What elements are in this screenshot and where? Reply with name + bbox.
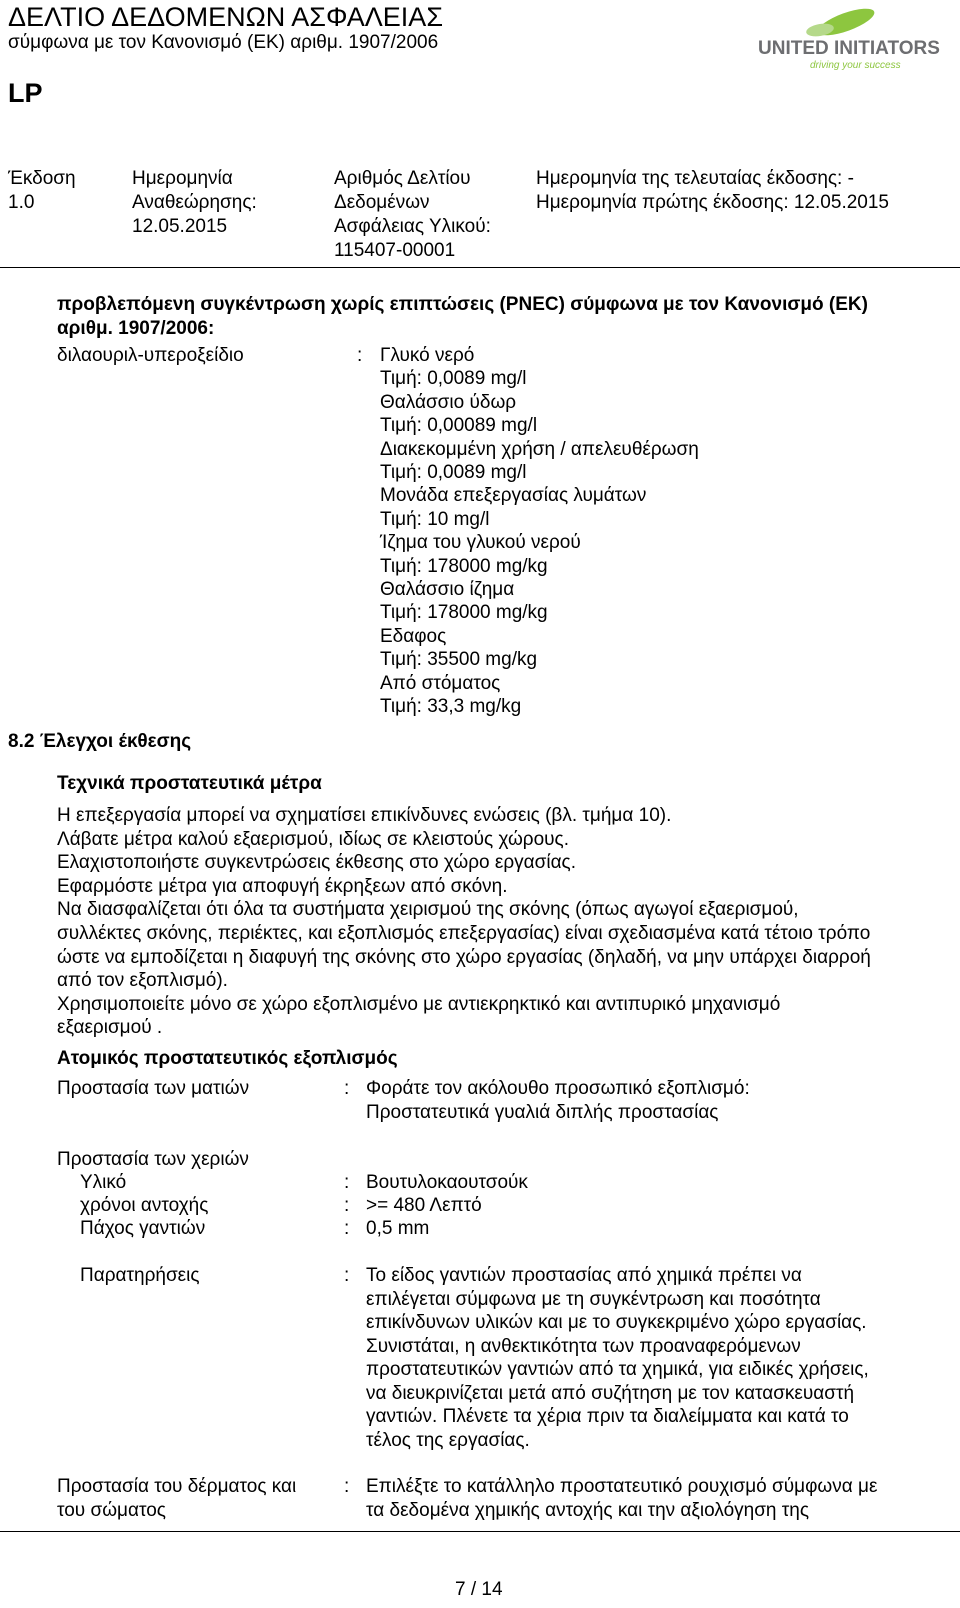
pnec-heading bbox=[57, 293, 868, 341]
united-initiators-logo bbox=[758, 2, 954, 76]
issue-dates-block bbox=[536, 167, 889, 215]
tech-line: ώστε να εμποδίζεται η διαφυγή της σκόνης στο χώρο εργασίας (δηλαδή, να μην υπάρχει διαρροή bbox=[57, 946, 871, 968]
remarks-line: Συνιστάται, η ανθεκτικότητα των προαναφερόμενων bbox=[366, 1335, 801, 1357]
logo-text: UNITED INITIATORS bbox=[758, 38, 940, 59]
eye-protection-label: Προστασία των ματιών bbox=[57, 1078, 250, 1099]
version-label: Έκδοση bbox=[8, 168, 76, 189]
thickness-value: 0,5 mm bbox=[366, 1218, 430, 1239]
pnec-line: Τιμή: 33,3 mg/kg bbox=[380, 696, 522, 718]
remarks-label: Παρατηρήσεις bbox=[80, 1265, 200, 1286]
skin-line: τα δεδομένα χημικής αντοχής και την αξιολόγηση της bbox=[366, 1500, 810, 1521]
pnec-heading-line-1: προβλεπόμενη συγκέντρωση χωρίς επιπτώσεις (PNEC) σύμφωνα με τον Κανονισμό (ΕΚ) bbox=[57, 294, 868, 315]
skin-label-line-1: Προστασία του δέρματος και bbox=[57, 1476, 297, 1497]
tech-line: Η επεξεργασία μπορεί να σχηματίσει επικίνδυνες ενώσεις (βλ. τμήμα 10). bbox=[57, 805, 672, 826]
pnec-line: Θαλάσσιο ίζημα bbox=[380, 579, 515, 601]
thickness-colon: : bbox=[344, 1218, 350, 1239]
skin-protection-colon: : bbox=[344, 1476, 350, 1497]
section-8-2-heading: 8.2 Έλεγχοι έκθεσης bbox=[8, 731, 192, 752]
remarks-value bbox=[366, 1264, 869, 1452]
material-value: Βουτυλοκαουτσούκ bbox=[366, 1172, 528, 1193]
tech-line: εξαερισμού . bbox=[57, 1017, 163, 1039]
tech-line: Ελαχιστοποιήστε συγκεντρώσεις έκθεσης στο χώρο εργασίας. bbox=[57, 852, 576, 874]
footer-divider bbox=[0, 1531, 960, 1532]
tech-line: Χρησιμοποιείτε μόνο σε χώρο εξοπλισμένο με αντιεκρηκτικό και αντιπυρικό μηχανισμό bbox=[57, 993, 781, 1015]
remarks-line: να διευκρινίζεται μετά από συζήτηση με τον κατασκευαστή bbox=[366, 1382, 855, 1404]
pnec-line: Από στόματος bbox=[380, 672, 501, 694]
skin-label-line-2: του σώματος bbox=[57, 1500, 166, 1521]
pnec-line: Τιμή: 35500 mg/kg bbox=[380, 649, 538, 671]
pnec-colon: : bbox=[357, 345, 363, 366]
document-title: ΔΕΛΤΙΟ ΔΕΔΟΜΕΝΩΝ ΑΣΦΑΛΕΙΑΣ bbox=[8, 2, 444, 32]
pnec-line: Τιμή: 0,0089 mg/l bbox=[380, 368, 527, 390]
document-subtitle: σύμφωνα με τον Κανονισμό (ΕΚ) αριθμ. 1907/2006 bbox=[8, 32, 439, 53]
remarks-line: προστατευτικών γαντιών από τα χημικά, για ειδικές χρήσεις, bbox=[366, 1359, 869, 1380]
tech-line: από τον εξοπλισμό). bbox=[57, 970, 228, 992]
sds-label-1: Αριθμός Δελτίου bbox=[334, 168, 471, 189]
thickness-label: Πάχος γαντιών bbox=[80, 1218, 206, 1239]
remarks-line: Το είδος γαντιών προστασίας από χημικά πρέπει να bbox=[366, 1265, 802, 1286]
breakthrough-label: χρόνοι αντοχής bbox=[80, 1195, 209, 1216]
pnec-line: Ίζημα του γλυκού νερού bbox=[380, 532, 581, 554]
logo-mark-icon bbox=[758, 2, 954, 76]
remarks-colon: : bbox=[344, 1265, 350, 1286]
last-issue-date: Ημερομηνία της τελευταίας έκδοσης: - bbox=[536, 168, 854, 189]
pnec-line: Γλυκό νερό bbox=[380, 345, 475, 366]
technical-measures-heading: Τεχνικά προστατευτικά μέτρα bbox=[57, 773, 322, 794]
header-divider bbox=[0, 267, 960, 268]
tech-line: Εφαρμόστε μέτρα για αποφυγή έκρηξεων από σκόνη. bbox=[57, 875, 508, 897]
version-value: 1.0 bbox=[8, 192, 35, 213]
pnec-line: Μονάδα επεξεργασίας λυμάτων bbox=[380, 485, 647, 507]
revision-label-2: Αναθεώρησης: bbox=[132, 192, 257, 213]
sds-number-block bbox=[334, 167, 491, 263]
sds-label-3: Ασφάλειας Υλικού: bbox=[334, 216, 491, 237]
hand-protection-label: Προστασία των χεριών bbox=[57, 1149, 249, 1170]
pnec-line: Τιμή: 178000 mg/kg bbox=[380, 602, 548, 624]
tech-line: συλλέκτες σκόνης, περιέκτες, και εξοπλισμός επεξεργασίας) είναι σχεδιασμένα κατά τέτοιο τρόπο bbox=[57, 922, 871, 944]
pnec-line: Θαλάσσιο ύδωρ bbox=[380, 391, 517, 413]
pnec-substance: διλαουριλ-υπεροξείδιο bbox=[57, 345, 244, 366]
sds-label-2: Δεδομένων bbox=[334, 192, 430, 213]
technical-measures-text bbox=[57, 804, 950, 1040]
skin-protection-value bbox=[366, 1475, 877, 1523]
logo-tagline: driving your success bbox=[810, 60, 901, 71]
pnec-heading-line-2: αριθμ. 1907/2006: bbox=[57, 318, 215, 339]
revision-block bbox=[132, 167, 257, 239]
material-colon: : bbox=[344, 1172, 350, 1193]
pnec-line: Τιμή: 0,0089 mg/l bbox=[380, 462, 527, 484]
version-block bbox=[8, 167, 76, 215]
product-name: LP bbox=[8, 78, 43, 108]
pnec-line: Τιμή: 10 mg/l bbox=[380, 508, 490, 530]
ppe-heading: Ατομικός προστατευτικός εξοπλισμός bbox=[57, 1048, 398, 1069]
breakthrough-colon: : bbox=[344, 1195, 350, 1216]
remarks-line: τέλος της εργασίας. bbox=[366, 1429, 530, 1451]
eye-line: Φοράτε τον ακόλουθο προσωπικό εξοπλισμό: bbox=[366, 1078, 750, 1099]
tech-line: Να διασφαλίζεται ότι όλα τα συστήματα χειρισμού της σκόνης (όπως αγωγοί εξαερισμού, bbox=[57, 899, 799, 921]
first-issue-date: Ημερομηνία πρώτης έκδοσης: 12.05.2015 bbox=[536, 192, 889, 213]
pnec-line: Τιμή: 0,00089 mg/l bbox=[380, 415, 538, 437]
remarks-line: γαντιών. Πλένετε τα χέρια πριν τα διαλείμματα και κατά το bbox=[366, 1406, 849, 1427]
eye-protection-colon: : bbox=[344, 1078, 350, 1099]
eye-protection-value bbox=[366, 1077, 750, 1125]
skin-protection-label bbox=[57, 1475, 296, 1523]
remarks-line: επικίνδυνων υλικών και με το συγκεκριμένο χώρο εργασίας. bbox=[366, 1312, 867, 1333]
pnec-line: Τιμή: 178000 mg/kg bbox=[380, 555, 548, 577]
breakthrough-value: >= 480 Λεπτό bbox=[366, 1195, 482, 1216]
material-label: Υλικό bbox=[80, 1172, 127, 1193]
tech-line: Λάβατε μέτρα καλού εξαερισμού, ιδίως σε κλειστούς χώρους. bbox=[57, 828, 569, 850]
eye-line: Προστατευτικά γυαλιά διπλής προστασίας bbox=[366, 1102, 719, 1123]
revision-value: 12.05.2015 bbox=[132, 216, 228, 237]
remarks-line: επιλέγεται σύμφωνα με τη συγκέντρωση και ποσότητα bbox=[366, 1288, 821, 1310]
page-number: 7 / 14 bbox=[455, 1579, 503, 1600]
skin-line: Επιλέξτε το κατάλληλο προστατευτικό ρουχισμό σύμφωνα με bbox=[366, 1476, 878, 1497]
pnec-line: Εδαφος bbox=[380, 625, 447, 647]
revision-label-1: Ημερομηνία bbox=[132, 168, 233, 189]
sds-value: 115407-00001 bbox=[334, 240, 456, 261]
pnec-line: Διακεκομμένη χρήση / απελευθέρωση bbox=[380, 438, 699, 460]
pnec-values bbox=[380, 344, 699, 719]
